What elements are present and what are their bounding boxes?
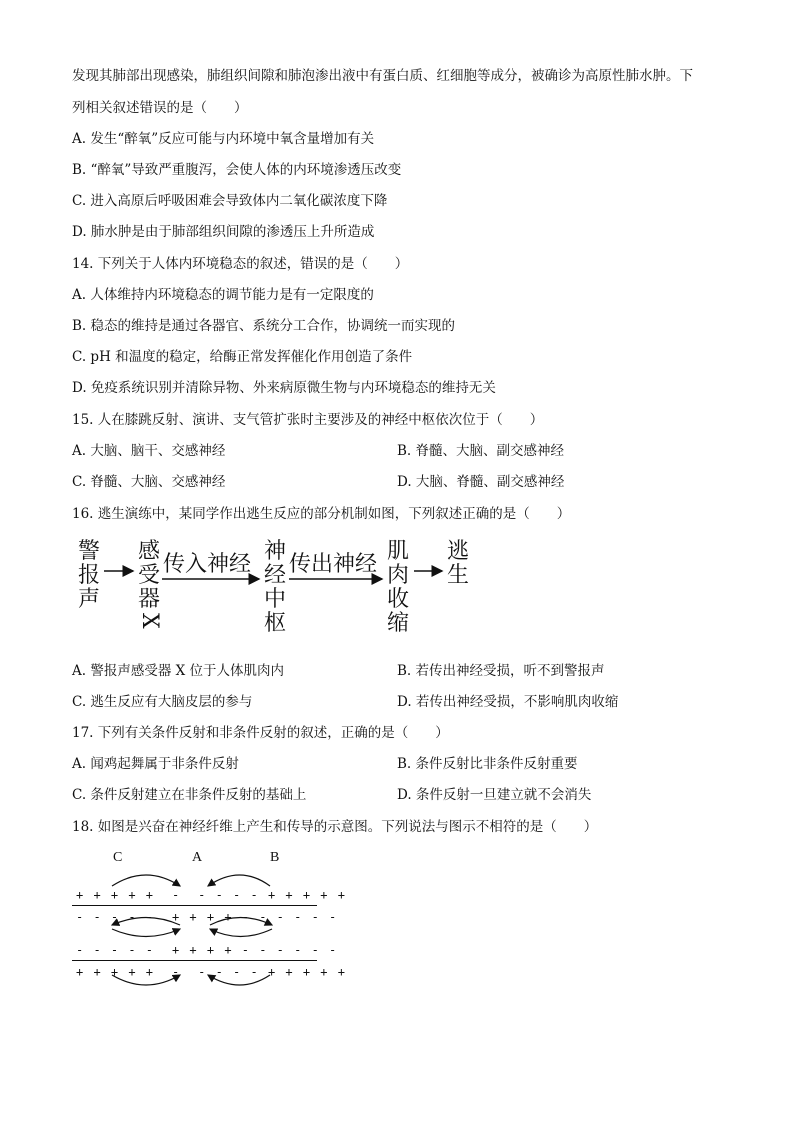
diagram-node-escape: 逃 生 — [447, 539, 470, 588]
q14-option-b: B. 稳态的维持是通过各器官、系统分工合作，协调统一而实现的 — [72, 318, 456, 334]
diagram-label-efferent: 传出神经 — [289, 552, 378, 577]
q16-option-b: B. 若传出神经受损，听不到警报声 — [397, 663, 605, 679]
diagram-node-receptor: 感 受 器 X — [137, 539, 162, 629]
charge-row-outer-bottom: + + + + + - - - - - + + + + + — [76, 965, 347, 979]
q17-stem: 17. 下列有关条件反射和非条件反射的叙述，正确的是（ ） — [72, 725, 449, 741]
q13-stem-line1: 发现其肺部出现感染，肺组织间隙和肺泡渗出液中有蛋白质、红细胞等成分，被确诊为高原性肺水肿。下 — [72, 68, 693, 84]
q17-option-a: A. 闻鸡起舞属于非条件反射 — [72, 756, 239, 772]
q15-option-a: A. 大脑、脑干、交感神经 — [72, 443, 226, 459]
current-arrow-top-left — [112, 875, 180, 886]
diagram-node-alarm: 警 报 声 — [78, 539, 101, 612]
q15-option-d: D. 大脑、脊髓、副交感神经 — [397, 474, 565, 490]
q13-option-c: C. 进入高原后呼吸困难会导致体内二氧化碳浓度下降 — [72, 193, 388, 209]
fiber-membrane-top — [72, 905, 317, 906]
q18-stem: 18. 如图是兴奋在神经纤维上产生和传导的示意图。下列说法与图示不相符的是（ ） — [72, 819, 598, 835]
q16-option-c: C. 逃生反应有大脑皮层的参与 — [72, 694, 253, 710]
fiber-membrane-bottom — [72, 960, 317, 961]
q15-option-b: B. 脊髓、大脑、副交感神经 — [397, 443, 565, 459]
q17-option-b: B. 条件反射比非条件反射重要 — [397, 756, 578, 772]
q13-option-a: A. 发生“醉氧”反应可能与内环境中氧含量增加有关 — [72, 131, 375, 147]
current-arrow-mid-left-2 — [112, 929, 180, 937]
q14-option-d: D. 免疫系统识别并清除异物、外来病原微生物与内环境稳态的维持无关 — [72, 380, 496, 396]
q13-stem-line2: 列相关叙述错误的是（ ） — [72, 100, 248, 116]
q16-option-d: D. 若传出神经受损，不影响肌肉收缩 — [397, 694, 619, 710]
current-arrow-top-right — [208, 875, 270, 886]
fiber-label-a: A — [192, 850, 203, 865]
current-arrow-mid-right-2 — [210, 929, 272, 937]
charge-row-inner-top: - - - - - + + + + - - - - - - — [76, 910, 338, 924]
q17-option-d: D. 条件反射一旦建立就不会消失 — [397, 787, 592, 803]
q16-option-a: A. 警报声感受器 X 位于人体肌肉内 — [72, 663, 285, 679]
q14-option-a: A. 人体维持内环境稳态的调节能力是有一定限度的 — [72, 287, 374, 303]
charge-row-inner-bottom: - - - - - + + + + - - - - - - — [76, 943, 338, 957]
diagram-node-center: 神 经 中 枢 — [264, 539, 287, 636]
diagram-node-muscle: 肌 肉 收 缩 — [387, 539, 410, 636]
q15-option-c: C. 脊髓、大脑、交感神经 — [72, 474, 226, 490]
fiber-label-c: C — [113, 850, 123, 865]
q13-option-d: D. 肺水肿是由于肺部组织间隙的渗透压上升所造成 — [72, 224, 375, 240]
q15-stem: 15. 人在膝跳反射、演讲、支气管扩张时主要涉及的神经中枢依次位于（ ） — [72, 412, 544, 428]
q16-stem: 16. 逃生演练中，某同学作出逃生反应的部分机制如图，下列叙述正确的是（ ） — [72, 506, 571, 522]
q13-option-b: B. “醉氧”导致严重腹泻，会使人体的内环境渗透压改变 — [72, 162, 402, 178]
charge-row-outer-top: + + + + + - - - - - + + + + + — [76, 888, 347, 902]
q14-stem: 14. 下列关于人体内环境稳态的叙述，错误的是（ ） — [72, 256, 409, 272]
diagram-label-afferent: 传入神经 — [163, 552, 252, 577]
fiber-label-b: B — [270, 850, 280, 865]
q14-option-c: C. pH 和温度的稳定，给酶正常发挥催化作用创造了条件 — [72, 349, 413, 365]
q17-option-c: C. 条件反射建立在非条件反射的基础上 — [72, 787, 307, 803]
